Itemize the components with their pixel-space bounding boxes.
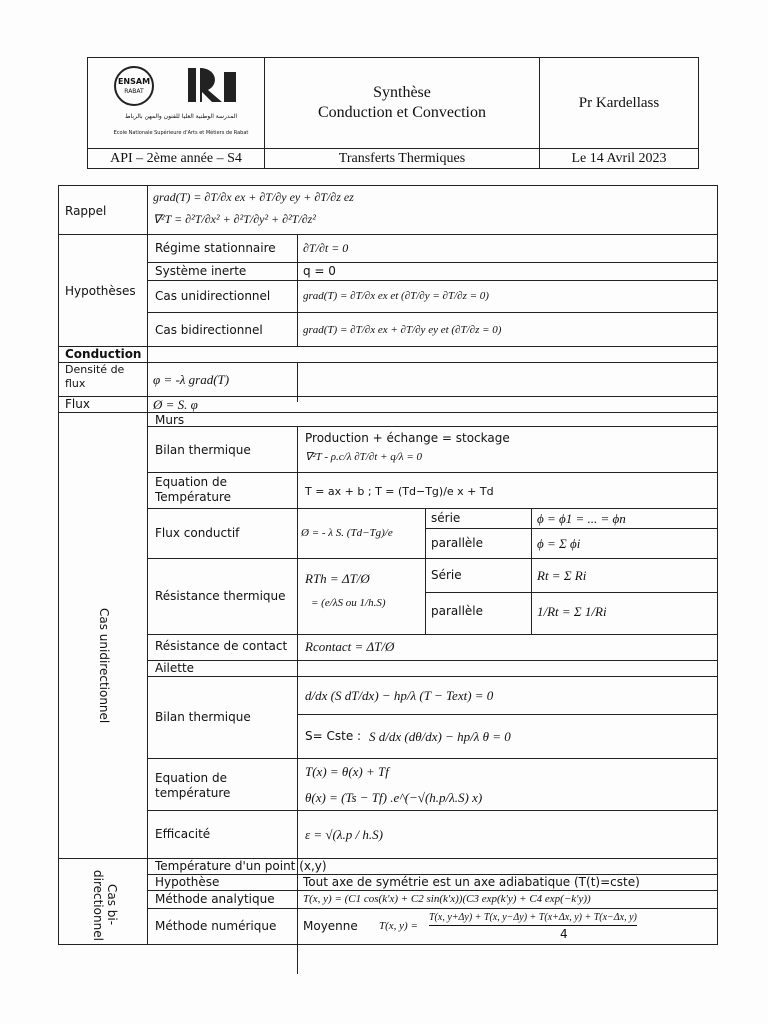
res-eq-1: RTh = ΔT/Ø — [305, 571, 370, 586]
level: API – 2ème année – S4 — [110, 150, 242, 166]
ensam-logo — [96, 62, 266, 148]
parallele-label: parallèle — [431, 536, 484, 550]
contact-label: Résistance de contact — [155, 639, 288, 653]
rappel-laplacian-eq: ∇²T = ∂²T/∂x² + ∂²T/∂y² + ∂²T/∂z² — [153, 212, 316, 226]
hyp-row-1-eq: ∂T/∂t = 0 — [303, 241, 349, 255]
hyp-row-2-eq: q = 0 — [303, 264, 336, 278]
bi-label: Cas bi-directionnel — [91, 870, 119, 941]
flux-label: Flux — [65, 397, 90, 411]
title-line-1: Synthèse — [373, 84, 431, 101]
res-eq-2: = (e/λS ou 1/h.S) — [311, 597, 386, 609]
parallele-eq: ϕ = Σ ϕi — [537, 536, 581, 551]
eqtemp2-eq-2: θ(x) = (Ts − Tf) .e^(−√(h.p/λ.S) x) — [305, 790, 483, 805]
bilan2-eq-1: d/dx (S dT/dx) − hp/λ (T − Text) = 0 — [305, 688, 494, 703]
svg-text:ENSAM: ENSAM — [117, 77, 151, 86]
hyp-row-4-eq: grad(T) = ∂T/∂x ex + ∂T/∂y ey et (∂T/∂z = 0) — [303, 324, 502, 336]
serie2-eq: Rt = Σ Ri — [537, 568, 587, 583]
title-line-2: Conduction et Convection — [318, 104, 486, 121]
module: Transferts Thermiques — [338, 150, 466, 166]
bilan-eq-1: Production + échange = stockage — [305, 431, 510, 445]
contact-eq: Rcontact = ΔT/Ø — [305, 639, 395, 654]
ailette-label: Ailette — [155, 661, 195, 675]
svg-text:RABAT: RABAT — [124, 88, 144, 95]
num-eq-lhs: T(x, y) = — [379, 920, 418, 932]
svg-text:المدرسة الوطنية العليا للفنون: المدرسة الوطنية العليا للفنون والمهن بالرباط — [124, 113, 238, 120]
hyp-row-3-name: Cas unidirectionnel — [155, 289, 271, 303]
eqtemp2-eq-1: T(x) = θ(x) + Tf — [305, 764, 389, 779]
hyp-eq: Tout axe de symétrie est un axe adiabatique (T(t)=cste) — [303, 875, 640, 889]
uni-label: Cas unidirectionnel — [97, 608, 111, 724]
eff-label: Efficacité — [155, 827, 211, 841]
eqtemp2-label: Equation de température — [155, 771, 231, 800]
eff-eq: ε = √(λ.p / h.S) — [305, 827, 383, 842]
parallele2-label: parallèle — [431, 604, 484, 618]
flux-cond-eq: Ø = - λ S. (Td−Tg)/e — [301, 527, 393, 539]
serie-label: série — [431, 511, 461, 525]
parallele2-eq: 1/Rt = Σ 1/Ri — [537, 604, 607, 619]
bilan2-eq-2: S d/dx (dθ/dx) − hp/λ θ = 0 — [369, 729, 511, 744]
title-cell — [265, 58, 539, 148]
res-label: Résistance thermique — [155, 589, 286, 603]
murs-label: Murs — [155, 413, 185, 427]
num-sub: Moyenne — [303, 919, 358, 933]
temp-point-label: Température d'un point (x,y) — [155, 859, 327, 873]
num-eq-denominator: 4 — [560, 927, 568, 941]
serie2-label: Série — [431, 568, 462, 582]
header-table — [87, 57, 699, 169]
rappel-grad-eq — [153, 190, 354, 205]
svg-text:Ecole Nationale Supérieure d'A: Ecole Nationale Supérieure d'Arts et Métiers de Rabat — [113, 130, 249, 136]
hyp-row-1-name: Régime stationnaire — [155, 241, 276, 255]
hypotheses-label: Hypothèses — [65, 284, 136, 298]
bilan2-eq-2-prefix: S= Cste : — [305, 729, 362, 743]
flux-eq: Ø = S. φ — [153, 397, 198, 412]
hyp-row-2-name: Système inerte — [155, 264, 247, 278]
eqtemp-label: Equation de Température — [155, 475, 232, 504]
grad-text: grad(T) = ∂T/∂x ex + ∂T/∂y ey + ∂T/∂z ez — [153, 190, 354, 204]
num-eq-numerator: T(x, y+Δy) + T(x, y−Δy) + T(x+Δx, y) + T(x−Δx, y) — [429, 910, 637, 926]
serie-eq: ϕ = ϕ1 = ... = ϕn — [537, 511, 626, 526]
hyp-row-3-eq: grad(T) = ∂T/∂x ex et (∂T/∂y = ∂T/∂z = 0) — [303, 290, 489, 302]
hyp-label: Hypothèse — [155, 875, 220, 889]
bilan2-label: Bilan thermique — [155, 710, 251, 724]
date: Le 14 Avril 2023 — [571, 150, 667, 166]
hyp-row-4-name: Cas bidirectionnel — [155, 323, 263, 337]
flux-cond-label: Flux conductif — [155, 526, 240, 540]
author: Pr Kardellass — [578, 94, 660, 111]
rappel-label: Rappel — [65, 204, 107, 218]
conduction-heading: Conduction — [65, 347, 142, 361]
ana-eq: T(x, y) = (C1 cos(k'x) + C2 sin(k'x))(C3 exp(k'y) + C4 exp(−k'y)) — [303, 893, 591, 905]
densite-eq: φ = -λ grad(T) — [153, 372, 230, 387]
bilan-eq-2: ∇²T - ρ.c/λ ∂T/∂t + q/λ = 0 — [305, 451, 422, 463]
bilan-label: Bilan thermique — [155, 443, 251, 457]
eqtemp-eq: T = ax + b ; T = (Td−Tg)/e x + Td — [305, 485, 494, 498]
num-label: Méthode numérique — [155, 919, 277, 933]
synthesis-table — [58, 185, 718, 945]
ana-label: Méthode analytique — [155, 892, 275, 906]
densite-label: Densité de flux — [65, 363, 125, 390]
